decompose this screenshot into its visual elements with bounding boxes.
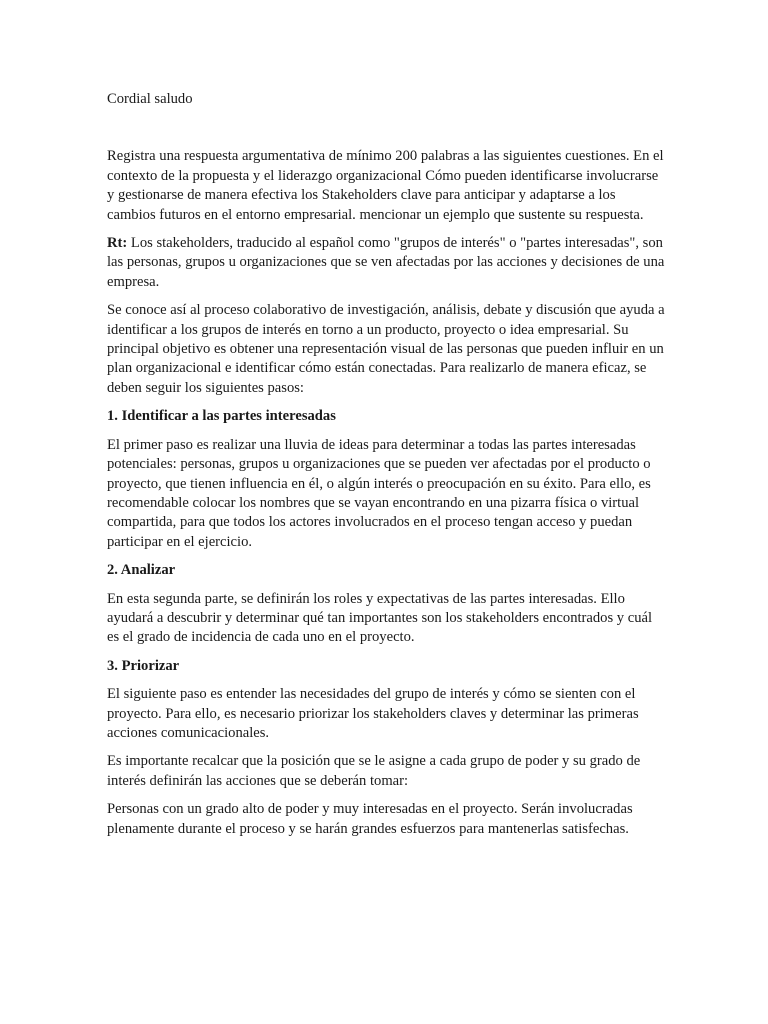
document-page [107,90,667,848]
final-paragraph: Personas con un grado alto de poder y muy interesadas en el proyecto. Serán involucradas plenamente durante el proceso y se harán grandes esfuerzos para mantenerlas satisfechas. [107,801,633,837]
answer-paragraph [107,234,667,292]
answer-label: Rt: [107,235,128,252]
step1-paragraph: El primer paso es realizar una lluvia de ideas para determinar a todas las partes interesadas potenciales: personas, grupos u organizaciones que se pueden ver afectadas por el producto o proyecto, que tienen influencia en él, o algún interés o preocupación en su éxito. Para ello, es recomendable colocar los nombres que se vayan encontrando en una pizarra física o virtual compartida, para que todos los actores involucrados en el proceso tengan acceso y puedan participar en el ejercicio. [107,436,651,550]
intro-paragraph: Se conoce así al proceso colaborativo de investigación, análisis, debate y discusión que ayuda a identificar a los grupos de interés en torno a un producto, proyecto o idea empresarial. Su principal objetivo es obtener una representación visual de las personas que pueden influir en un plan organizacional e identificar cómo están conectadas. Para realizarlo de manera eficaz, se deben seguir los siguientes pasos: [107,302,665,396]
step2-heading: 2. Analizar [107,562,176,579]
answer-text: Los stakeholders, traducido al español como "grupos de interés" o "partes interesadas", son las personas, grupos u organizaciones que se ven afectadas por las acciones y decisiones de una empresa. [107,235,665,290]
step3-paragraph: El siguiente paso es entender las necesidades del grupo de interés y cómo se sienten con el proyecto. Para ello, es necesario priorizar los stakeholders claves y determinar las primeras acciones comunicacionales. [107,686,639,741]
prompt-paragraph: Registra una respuesta argumentativa de mínimo 200 palabras a las siguientes cuestiones. En el contexto de la propuesta y el liderazgo organizacional Cómo pueden identificarse involucrarse y gestionarse de manera efectiva los Stakeholders clave para anticipar y adaptarse a los cambios futuros en el entorno empresarial. mencionar un ejemplo que sustente su respuesta. [107,148,664,223]
step2-paragraph: En esta segunda parte, se definirán los roles y expectativas de las partes interesadas. Ello ayudará a descubrir y determinar qué tan importantes son los stakeholders encontrados y cuál es el grado de incidencia de cada uno en el proyecto. [107,590,653,646]
greeting: Cordial saludo [107,91,193,107]
step3-heading: 3. Priorizar [107,657,180,674]
step1-heading: 1. Identificar a las partes interesadas [107,408,336,425]
note-paragraph: Es importante recalcar que la posición que se le asigne a cada grupo de poder y su grado de interés definirán las acciones que se deberán tomar: [107,753,641,789]
